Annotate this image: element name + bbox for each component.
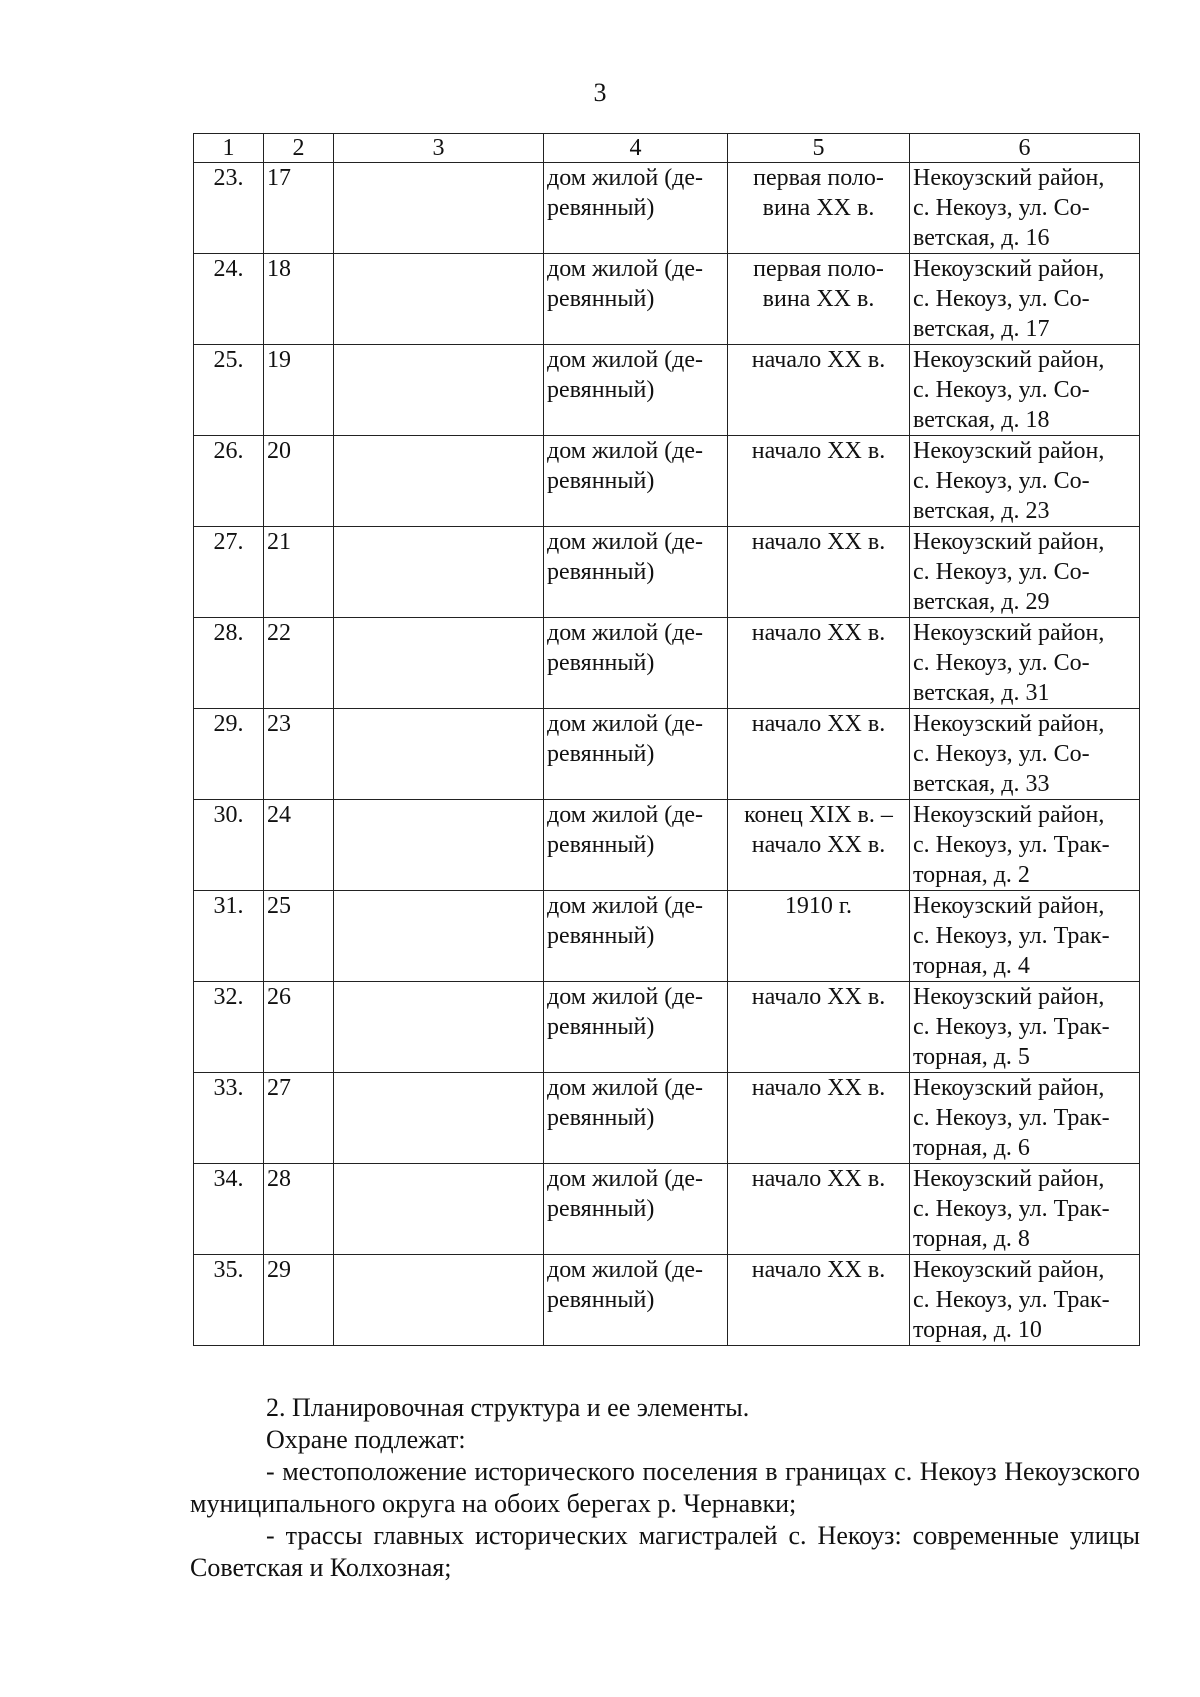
row-number-cell: 26.: [194, 436, 264, 527]
object-name-cell-line: дом жилой (де-: [547, 984, 704, 1010]
address-cell-line: Некоузский район,: [913, 711, 1105, 737]
row-number-cell: 27.: [194, 527, 264, 618]
register-number-cell: 28: [264, 1164, 334, 1255]
dating-cell-line: начало XX в.: [751, 438, 886, 464]
row-number-cell: 30.: [194, 800, 264, 891]
dating-cell-line: начало XX в.: [751, 1257, 886, 1283]
column-header: 2: [264, 134, 334, 163]
object-name-cell: [544, 163, 728, 254]
dating-cell: [728, 436, 910, 527]
object-name-cell-line: ревянный): [547, 923, 655, 949]
row-number-cell: 24.: [194, 254, 264, 345]
address-cell-line: с. Некоуз, ул. Со-: [913, 741, 1090, 767]
object-name-cell: [544, 982, 728, 1073]
page-number: 3: [593, 78, 607, 107]
empty-cell: [334, 1073, 544, 1164]
table-row: [194, 891, 1140, 982]
protected-item: - местоположение исторического поселения в границах с. Некоуз Некоузского муниципального округа на обоих берегах р. Чернавки;: [190, 1457, 1140, 1518]
empty-cell: [334, 891, 544, 982]
table-row: [194, 1255, 1140, 1346]
column-header: 6: [910, 134, 1140, 163]
table-header-row: [194, 134, 1140, 163]
object-name-cell-line: ревянный): [547, 468, 655, 494]
object-name-cell-line: дом жилой (де-: [547, 1257, 704, 1283]
address-cell-line: с. Некоуз, ул. Трак-: [913, 1014, 1110, 1040]
address-cell: [910, 1073, 1140, 1164]
dating-cell-line: начало XX в.: [751, 1075, 886, 1101]
register-number-cell: 23: [264, 709, 334, 800]
section-intro: Охране подлежат:: [266, 1425, 466, 1454]
address-cell-line: Некоузский район,: [913, 256, 1105, 282]
dating-cell: [728, 800, 910, 891]
object-name-cell: [544, 800, 728, 891]
address-cell-line: с. Некоуз, ул. Со-: [913, 377, 1090, 403]
object-name-cell: [544, 436, 728, 527]
register-number-cell: 18: [264, 254, 334, 345]
object-name-cell-line: ревянный): [547, 650, 655, 676]
table-row: [194, 709, 1140, 800]
address-cell: [910, 891, 1140, 982]
address-cell-line: Некоузский район,: [913, 1166, 1105, 1192]
address-cell-line: с. Некоуз, ул. Со-: [913, 195, 1090, 221]
column-header: 5: [728, 134, 910, 163]
register-number-cell: 22: [264, 618, 334, 709]
object-name-cell-line: ревянный): [547, 286, 655, 312]
dating-cell-line: первая поло-: [753, 165, 884, 191]
register-number-cell: 26: [264, 982, 334, 1073]
object-name-cell: [544, 254, 728, 345]
object-name-cell: [544, 1164, 728, 1255]
dating-cell: [728, 1255, 910, 1346]
object-name-cell-line: дом жилой (де-: [547, 347, 704, 373]
address-cell: [910, 1255, 1140, 1346]
dating-cell-line: начало XX в.: [751, 711, 886, 737]
address-cell-line: ветская, д. 29: [913, 589, 1050, 615]
address-cell-line: Некоузский район,: [913, 620, 1105, 646]
table-row: [194, 527, 1140, 618]
object-name-cell-line: ревянный): [547, 1105, 655, 1131]
address-cell-line: торная, д. 8: [913, 1226, 1030, 1252]
object-name-cell-line: ревянный): [547, 195, 655, 221]
table-row: [194, 254, 1140, 345]
address-cell-line: с. Некоуз, ул. Со-: [913, 650, 1090, 676]
address-cell-line: с. Некоуз, ул. Со-: [913, 468, 1090, 494]
dating-cell-line: начало XX в.: [751, 832, 886, 858]
register-number-cell: 24: [264, 800, 334, 891]
dating-cell: [728, 254, 910, 345]
empty-cell: [334, 618, 544, 709]
object-name-cell-line: дом жилой (де-: [547, 620, 704, 646]
address-cell-line: ветская, д. 16: [913, 225, 1050, 251]
object-name-cell-line: дом жилой (де-: [547, 256, 704, 282]
object-name-cell: [544, 618, 728, 709]
table-row: [194, 163, 1140, 254]
table-row: [194, 1164, 1140, 1255]
object-name-cell: [544, 1255, 728, 1346]
register-number-cell: 29: [264, 1255, 334, 1346]
address-cell-line: с. Некоуз, ул. Со-: [913, 286, 1090, 312]
row-number-cell: 25.: [194, 345, 264, 436]
dating-cell: [728, 1164, 910, 1255]
object-name-cell: [544, 891, 728, 982]
object-name-cell-line: дом жилой (де-: [547, 711, 704, 737]
object-name-cell-line: ревянный): [547, 832, 655, 858]
table-row: [194, 1073, 1140, 1164]
address-cell: [910, 618, 1140, 709]
address-cell-line: ветская, д. 33: [913, 771, 1050, 797]
dating-cell-line: вина XX в.: [762, 286, 875, 312]
dating-cell: [728, 163, 910, 254]
object-name-cell-line: дом жилой (де-: [547, 1166, 704, 1192]
dating-cell-line: начало XX в.: [751, 347, 886, 373]
empty-cell: [334, 163, 544, 254]
register-number-cell: 27: [264, 1073, 334, 1164]
section-heading: 2. Планировочная структура и ее элементы.: [266, 1393, 750, 1422]
heritage-objects-table: [193, 133, 1140, 1346]
object-name-cell-line: ревянный): [547, 377, 655, 403]
address-cell-line: с. Некоуз, ул. Трак-: [913, 832, 1110, 858]
dating-cell: [728, 618, 910, 709]
dating-cell-line: начало XX в.: [751, 984, 886, 1010]
empty-cell: [334, 1164, 544, 1255]
address-cell-line: Некоузский район,: [913, 984, 1105, 1010]
object-name-cell-line: дом жилой (де-: [547, 438, 704, 464]
dating-cell-line: начало XX в.: [751, 529, 886, 555]
table-row: [194, 982, 1140, 1073]
row-number-cell: 32.: [194, 982, 264, 1073]
register-number-cell: 17: [264, 163, 334, 254]
address-cell-line: торная, д. 5: [913, 1044, 1030, 1070]
address-cell-line: ветская, д. 23: [913, 498, 1050, 524]
address-cell-line: Некоузский район,: [913, 347, 1105, 373]
row-number-cell: 33.: [194, 1073, 264, 1164]
object-name-cell: [544, 345, 728, 436]
empty-cell: [334, 345, 544, 436]
address-cell: [910, 436, 1140, 527]
dating-cell-line: начало XX в.: [751, 620, 886, 646]
empty-cell: [334, 436, 544, 527]
register-number-cell: 25: [264, 891, 334, 982]
address-cell: [910, 982, 1140, 1073]
address-cell-line: Некоузский район,: [913, 165, 1105, 191]
register-number-cell: 20: [264, 436, 334, 527]
object-name-cell-line: ревянный): [547, 741, 655, 767]
address-cell-line: Некоузский район,: [913, 893, 1105, 919]
protected-item: - трассы главных исторических магистралей с. Некоуз: современные улицы Советская и Колхозная;: [190, 1521, 1140, 1582]
object-name-cell: [544, 527, 728, 618]
object-name-cell-line: ревянный): [547, 1287, 655, 1313]
address-cell-line: с. Некоуз, ул. Трак-: [913, 1287, 1110, 1313]
address-cell-line: торная, д. 4: [913, 953, 1030, 979]
object-name-cell-line: дом жилой (де-: [547, 1075, 704, 1101]
address-cell-line: ветская, д. 17: [913, 316, 1050, 342]
row-number-cell: 28.: [194, 618, 264, 709]
dating-cell-line: начало XX в.: [751, 1166, 886, 1192]
address-cell: [910, 527, 1140, 618]
address-cell-line: с. Некоуз, ул. Со-: [913, 559, 1090, 585]
row-number-cell: 23.: [194, 163, 264, 254]
empty-cell: [334, 709, 544, 800]
object-name-cell: [544, 709, 728, 800]
table-row: [194, 436, 1140, 527]
row-number-cell: 31.: [194, 891, 264, 982]
dating-cell-line: конец XIX в. –: [744, 802, 893, 828]
empty-cell: [334, 982, 544, 1073]
table-row: [194, 618, 1140, 709]
empty-cell: [334, 1255, 544, 1346]
address-cell: [910, 709, 1140, 800]
address-cell-line: Некоузский район,: [913, 529, 1105, 555]
object-name-cell-line: ревянный): [547, 1196, 655, 1222]
table-row: [194, 800, 1140, 891]
object-name-cell-line: дом жилой (де-: [547, 529, 704, 555]
empty-cell: [334, 527, 544, 618]
address-cell: [910, 345, 1140, 436]
object-name-cell-line: ревянный): [547, 559, 655, 585]
address-cell: [910, 1164, 1140, 1255]
dating-cell: [728, 709, 910, 800]
planning-structure-section: [190, 1392, 1140, 1584]
address-cell-line: с. Некоуз, ул. Трак-: [913, 923, 1110, 949]
object-name-cell-line: ревянный): [547, 1014, 655, 1040]
address-cell-line: ветская, д. 31: [913, 680, 1050, 706]
register-number-cell: 19: [264, 345, 334, 436]
dating-cell: [728, 1073, 910, 1164]
object-name-cell-line: дом жилой (де-: [547, 893, 704, 919]
row-number-cell: 29.: [194, 709, 264, 800]
dating-cell: [728, 527, 910, 618]
address-cell-line: Некоузский район,: [913, 802, 1105, 828]
object-name-cell-line: дом жилой (де-: [547, 165, 704, 191]
address-cell-line: с. Некоуз, ул. Трак-: [913, 1196, 1110, 1222]
address-cell-line: торная, д. 10: [913, 1317, 1042, 1343]
column-header: 1: [194, 134, 264, 163]
row-number-cell: 35.: [194, 1255, 264, 1346]
address-cell-line: Некоузский район,: [913, 1075, 1105, 1101]
address-cell-line: торная, д. 2: [913, 862, 1030, 888]
address-cell-line: ветская, д. 18: [913, 407, 1050, 433]
row-number-cell: 34.: [194, 1164, 264, 1255]
dating-cell-line: первая поло-: [753, 256, 884, 282]
address-cell: [910, 800, 1140, 891]
dating-cell: [728, 891, 910, 982]
address-cell-line: торная, д. 6: [913, 1135, 1030, 1161]
dating-cell: [728, 982, 910, 1073]
column-header: 4: [544, 134, 728, 163]
address-cell-line: Некоузский район,: [913, 1257, 1105, 1283]
address-cell-line: с. Некоуз, ул. Трак-: [913, 1105, 1110, 1131]
register-number-cell: 21: [264, 527, 334, 618]
address-cell-line: Некоузский район,: [913, 438, 1105, 464]
dating-cell-line: вина XX в.: [762, 195, 875, 221]
table-body: [194, 163, 1140, 1346]
address-cell: [910, 254, 1140, 345]
table-row: [194, 345, 1140, 436]
object-name-cell-line: дом жилой (де-: [547, 802, 704, 828]
empty-cell: [334, 800, 544, 891]
dating-cell: [728, 345, 910, 436]
object-name-cell: [544, 1073, 728, 1164]
empty-cell: [334, 254, 544, 345]
address-cell: [910, 163, 1140, 254]
column-header: 3: [334, 134, 544, 163]
dating-cell-line: 1910 г.: [784, 893, 853, 919]
